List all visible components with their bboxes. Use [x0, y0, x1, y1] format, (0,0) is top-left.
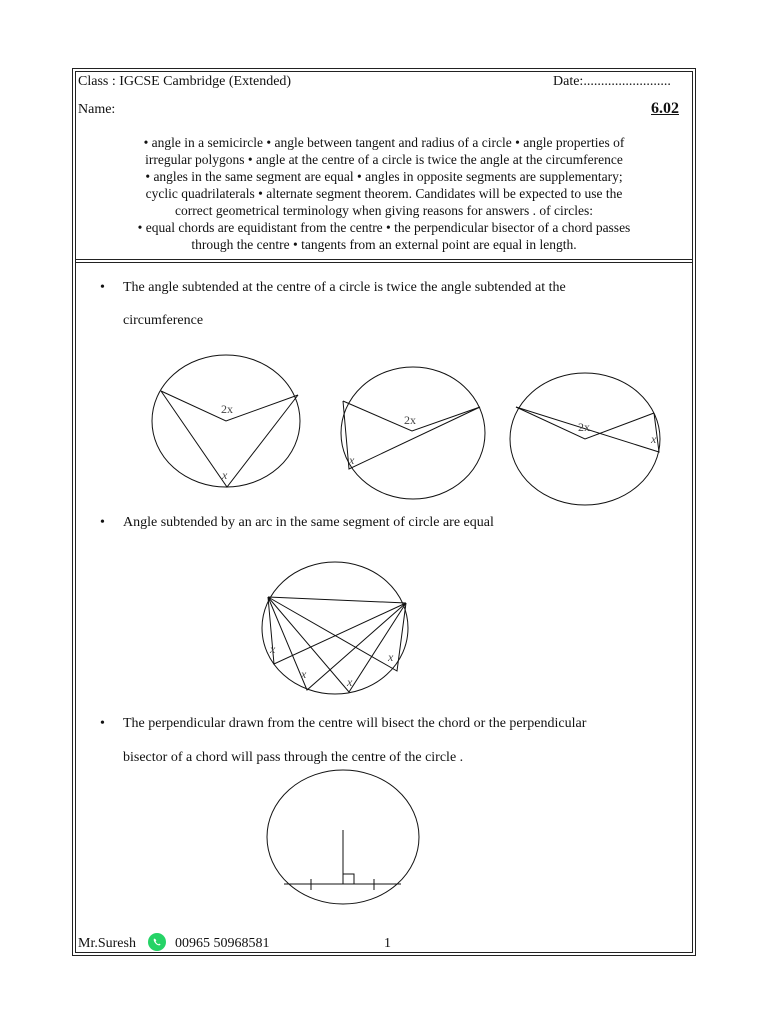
angle-label-circumference: x — [349, 453, 355, 467]
name-label: Name: — [78, 102, 116, 117]
date-label: Date:......................... — [553, 74, 671, 89]
bullet-text: The angle subtended at the centre of a circle is twice the angle subtended at the — [123, 280, 566, 295]
topic-line: cyclic quadrilaterals • alternate segment theorem. Candidates will be expected to use the — [145, 186, 623, 201]
topic-line: irregular polygons • angle at the centre of a circle is twice the angle at the circumference — [145, 152, 623, 167]
circle-diagram-centre-angle-3 — [510, 373, 660, 505]
whatsapp-icon — [147, 932, 167, 952]
bullet-text: Angle subtended by an arc in the same segment of circle are equal — [123, 515, 494, 530]
circle-diagram-centre-angle-2 — [341, 367, 485, 499]
angle-label-centre: 2x — [404, 413, 416, 427]
page-number: 1 — [384, 936, 391, 951]
circle-outline — [262, 562, 408, 694]
topic-line: through the centre • tangents from an external point are equal in length. — [191, 237, 577, 252]
worksheet-code: 6.02 — [651, 100, 679, 117]
circle-outline — [341, 367, 485, 499]
bullet-text: bisector of a chord will pass through the centre of the circle . — [123, 750, 464, 765]
class-label: Class : IGCSE Cambridge (Extended) — [78, 74, 292, 89]
angle-label: x — [388, 650, 394, 664]
chord-lines — [343, 401, 480, 469]
angle-label: x — [270, 642, 276, 656]
topic-line: • equal chords are equidistant from the centre • the perpendicular bisector of a chord passes — [137, 220, 631, 235]
angle-label-circumference: x — [222, 468, 228, 482]
angle-label: x — [301, 667, 307, 681]
bullet-marker: • — [100, 280, 105, 295]
circle-diagram-perpendicular-bisector — [267, 770, 419, 904]
bullet-marker: • — [100, 716, 105, 731]
right-angle-mark — [343, 874, 354, 884]
phone-number: 00965 50968581 — [175, 936, 270, 951]
topic-line: • angle in a semicircle • angle between tangent and radius of a circle • angle properties of — [143, 135, 625, 150]
bullet-text: The perpendicular drawn from the centre will bisect the chord or the perpendicular — [123, 716, 587, 731]
angle-label: x — [347, 675, 353, 689]
bullet-marker: • — [100, 515, 105, 530]
angle-label-centre: 2x — [578, 420, 590, 434]
topic-line: correct geometrical terminology when giving reasons for answers . of circles: — [175, 203, 593, 218]
angle-label-circumference: x — [651, 432, 657, 446]
angle-label-centre: 2x — [221, 402, 233, 416]
topic-line: • angles in the same segment are equal • angles in opposite segments are supplementary; — [145, 169, 623, 184]
bullet-text: circumference — [123, 313, 204, 328]
chord-line — [268, 597, 406, 603]
author-name: Mr.Suresh — [78, 936, 136, 951]
circle-diagram-same-segment — [262, 562, 408, 694]
